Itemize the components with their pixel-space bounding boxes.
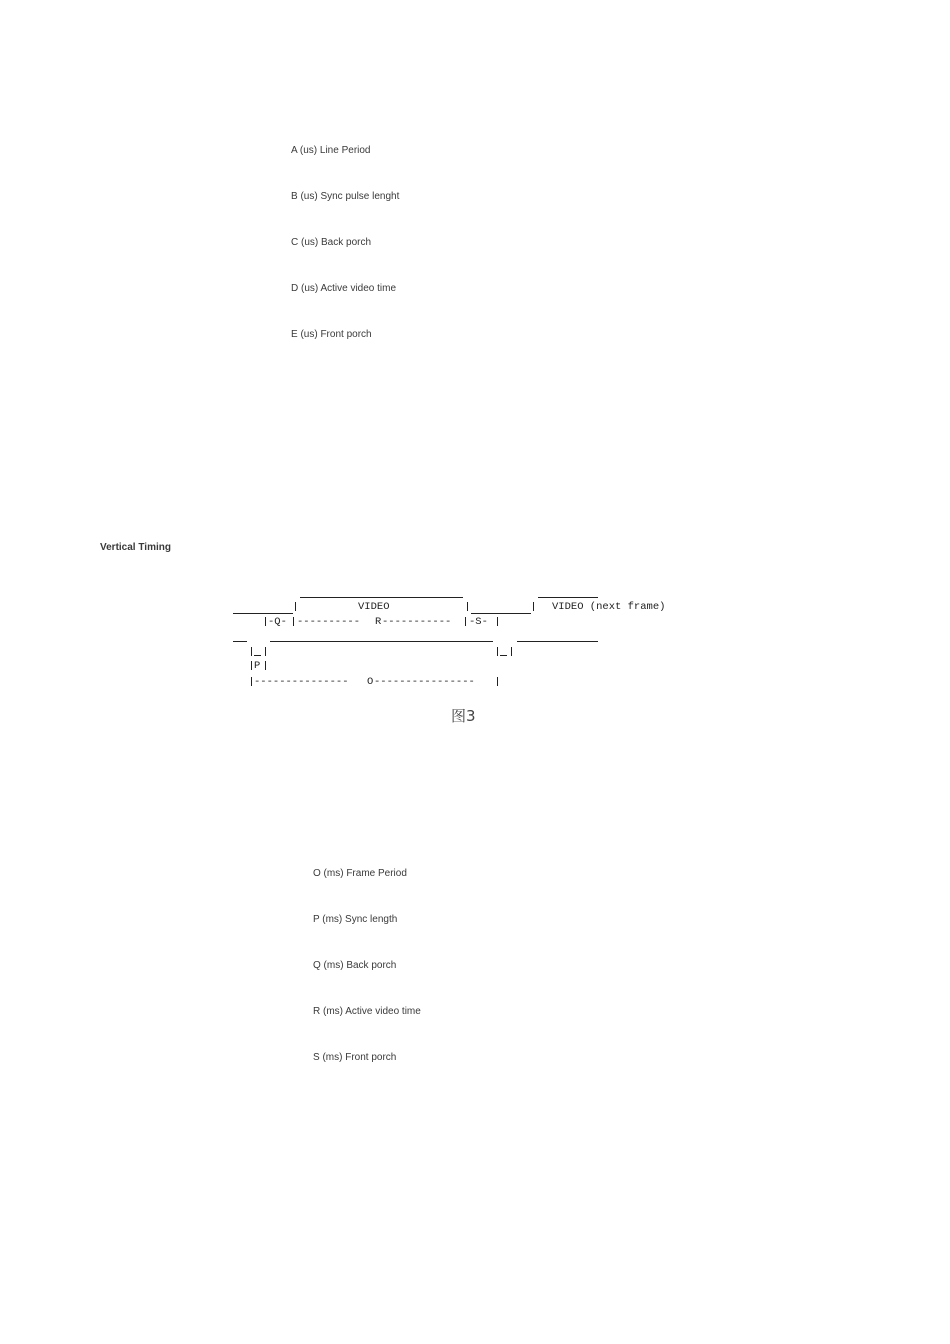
param-back-porch: C (us) Back porch	[291, 237, 372, 248]
video-next-frame-label: VIDEO (next frame)	[552, 601, 666, 613]
sync-pulse-low	[500, 655, 507, 656]
param-front-porch: S (ms) Front porch	[313, 1052, 397, 1063]
sync-high-left-line	[233, 641, 247, 642]
video-next-high-line	[538, 597, 598, 598]
video-high-line	[300, 597, 463, 598]
o-label: O	[367, 676, 374, 688]
param-sync-length: P (ms) Sync length	[313, 914, 398, 925]
signal-low-left-line	[233, 613, 293, 614]
o-ruler-dashes-left: ---------------	[254, 676, 349, 688]
ruler-tick	[293, 617, 294, 626]
p-tick	[251, 661, 252, 670]
r-ruler-dashes-right: -----------	[382, 616, 452, 628]
sync-pulse-bar	[497, 647, 498, 656]
param-frame-period: O (ms) Frame Period	[313, 868, 407, 879]
ruler-tick	[265, 617, 266, 626]
s-label: -S-	[469, 616, 488, 628]
param-active-video-time: R (ms) Active video time	[313, 1006, 421, 1017]
figure-caption: 图3	[451, 707, 476, 725]
r-label: R	[375, 616, 382, 628]
p-tick	[265, 661, 266, 670]
r-ruler-dashes-left: ----------	[297, 616, 361, 628]
edge-bar	[533, 602, 534, 611]
p-label: P	[254, 660, 261, 672]
sync-pulse-bar	[251, 647, 252, 656]
sync-high-mid-line	[270, 641, 493, 642]
sync-pulse-low	[254, 655, 261, 656]
param-front-porch: E (us) Front porch	[291, 329, 372, 340]
o-ruler-dashes-right: ----------------	[374, 676, 475, 688]
param-active-video-time: D (us) Active video time	[291, 283, 397, 294]
param-line-period: A (us) Line Period	[291, 145, 371, 156]
sync-high-right-line	[517, 641, 598, 642]
signal-low-mid-line	[471, 613, 531, 614]
o-tick	[251, 677, 252, 686]
sync-pulse-bar	[265, 647, 266, 656]
param-back-porch: Q (ms) Back porch	[313, 960, 397, 971]
sync-pulse-bar	[511, 647, 512, 656]
ruler-tick	[497, 617, 498, 626]
ruler-tick	[465, 617, 466, 626]
q-label: -Q-	[268, 616, 287, 628]
section-title-vertical-timing: Vertical Timing	[100, 542, 171, 553]
edge-bar	[467, 602, 468, 611]
video-label: VIDEO	[358, 601, 390, 613]
o-tick	[497, 677, 498, 686]
edge-bar	[295, 602, 296, 611]
param-sync-pulse-length: B (us) Sync pulse lenght	[291, 191, 400, 202]
